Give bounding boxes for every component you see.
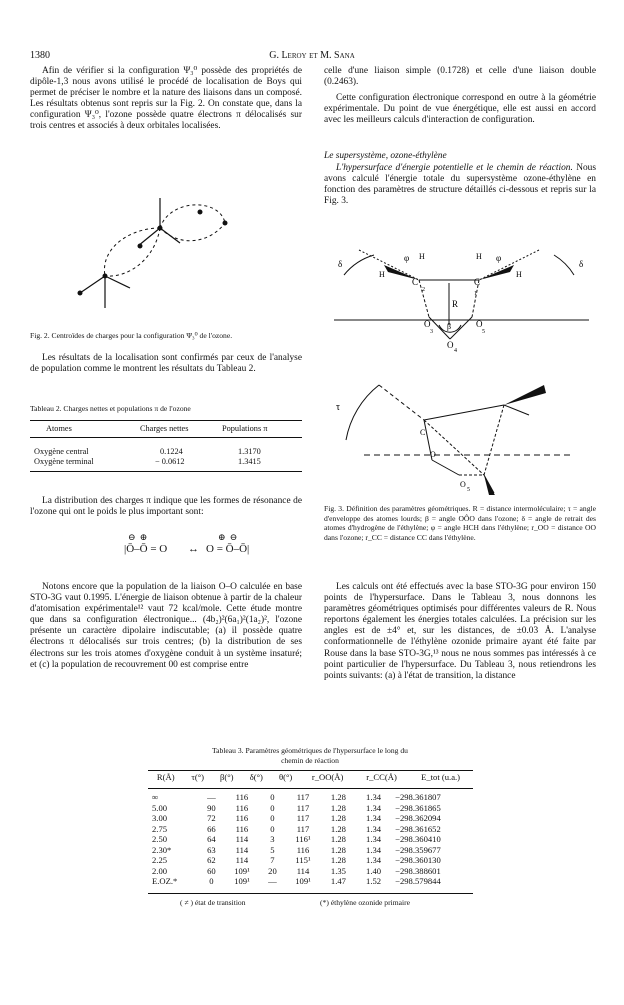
table-3-cell: 1.28 [330,844,346,855]
fig3-label-h: H [516,270,522,279]
table-3-cell: 1.34 [366,813,382,823]
table-3-cell: −298.361807 [395,792,441,802]
table-3-cell: −298.579844 [395,876,441,886]
fig3-label-o: O [476,319,483,329]
table-3-row [148,855,473,866]
table-3-cell: 114 [235,844,249,855]
running-header: G. Leroy et M. Sana [269,50,355,61]
delta-arc [554,255,574,275]
dashed-line [379,385,424,420]
table-3-cell: −298.361865 [395,802,441,813]
table-3-header: R(Å) [156,772,175,782]
resonance-charges-left: ⊖ ⊕ [128,532,149,542]
table-3-cell: 0 [270,823,275,834]
table-3-cell: 116 [235,813,249,823]
dashed-line [359,250,419,280]
resonance-form-2: O = Ō–Ō| [206,543,250,555]
centroid-dot [223,221,228,226]
left-paragraph-1: Afin de vérifier si la configuration Ψ₃⁰ possède des propriétés de dipôle-1,3 nous avons utilisé le procédé de localisation de Boys qui permet de préciser le nombre et la nature des liaisons dans un composé. Les résultats obtenus sont repris sur la Fig. 2. On constate que, dans la configuration Ψ₃⁰, l'ozone possède quatre électrons π délocalisés sur trois centres et associés à deux orbitales localisées. [30,66,302,132]
fig3-label-phi: φ [496,253,502,263]
fig3-label-phi: φ [404,253,410,263]
table-3-cell: 2.25 [152,855,168,865]
table-rule [30,437,302,438]
fig3-label-h: H [379,270,385,279]
table-3-header: θ(°) [279,772,293,782]
table-3-cell: 1.34 [366,802,382,813]
table-3-cell: 117 [296,792,310,802]
table-3-cell: 62 [207,855,216,865]
table-2-header: Populations π [222,424,268,433]
table-3-row [148,813,473,824]
table-3-cell: 1.52 [366,876,382,886]
table-3-cell: 0 [270,813,275,823]
left-paragraph-3: La distribution des charges π indique que les formes de résonance de l'ozone qui ont le poids le plus important sont: [30,496,302,518]
table-cell: Oxygène terminal [34,457,94,466]
table-3-cell: 0 [270,802,275,813]
table-3-cell: 64 [207,834,216,844]
table-3-cell: 0 [209,876,214,886]
table-3-cell: 117 [296,823,310,834]
table-3-header: β(°) [220,772,234,782]
table-3-cell: E.OZ.* [152,876,178,886]
table-3-cell: 0 [270,792,275,802]
centroid-dot [78,291,83,296]
right-paragraph-2: Cette configuration électronique correspond en outre à la géométrie expérimentale. Du point de vue énergétique, elle est aussi en accord avec les meilleurs calculs d'interaction de configuration. [324,93,596,126]
table-3-cell: — [207,792,216,802]
table-3-cell: 1.28 [330,802,346,813]
table-3-row [148,824,473,835]
resonance-form-1: |Ō–Ō = O [124,543,168,555]
right-paragraph-3-text: Nous avons calculé l'énergie totale du supersystème ozone-éthylène en fonction des paramètres de structure détaillés ci-dessous et repris sur la Fig. 3. [324,163,596,207]
table-cell: 1.3415 [238,457,261,466]
fig3-label-o: O [424,319,431,329]
table-3-cell: −298.388601 [395,865,441,876]
table-3-row [148,834,473,845]
fig3-label-o: O [460,480,466,489]
table-3-cell: 109¹ [234,876,250,886]
table-3-title-line-1: Tableau 3. Paramètres géométriques de l'hypersurface le long du [212,746,408,755]
table-3-cell: 114 [296,865,310,876]
subheading-italic: L'hypersurface d'énergie potentielle et le chemin de réaction. [336,163,573,173]
centroid-dot [138,244,143,249]
table-cell: 0.1224 [160,447,183,456]
ring-bond [424,420,484,475]
resonance-charges-right: ⊕ ⊖ [218,532,239,542]
table-3-footnote-2: (*) éthylène ozonide primaire [320,898,411,907]
table-3-header: r_CC(Å) [366,772,397,782]
dashed-orbital [160,223,225,241]
table-3-cell: 1.34 [366,823,382,834]
table-3-cell: −298.361652 [395,823,441,834]
fig3-label-c: C [420,428,426,437]
fig3-label-c: C [412,277,419,287]
left-paragraph-2: Les résultats de la localisation sont confirmés par ceux de l'analyse de population comme le montrent les résultats du Tableau 2. [30,353,302,375]
table-3-cell: 3 [270,834,275,844]
table-3-title-line-2: chemin de réaction [281,755,339,765]
table-3-cell: 115¹ [295,855,311,865]
fig3-label-n: 3 [430,329,433,335]
wedge-bond [504,385,546,405]
table-3-cell: 1.28 [330,792,346,802]
table-3-cell: 20 [268,865,277,876]
fig3-label-o: O [430,450,436,459]
figure-3-geometry [324,235,604,495]
fig3-label-n: 5 [482,329,485,335]
table-3-row [148,845,473,856]
table-3-cell: ∞ [152,792,159,802]
table-cell: Oxygène central [34,447,89,456]
dashed-orbital [160,205,225,228]
table-3-cell: 116 [296,844,310,855]
table-3-row [148,803,473,814]
table-cell: 1.3170 [238,447,261,456]
ring-bond [484,405,504,475]
resonance-arrow: ↔ [188,543,199,555]
table-rule [148,770,473,771]
table-3-header-row [148,772,473,782]
figure-3-caption: Fig. 3. Définition des paramètres géométriques. R = distance intermoléculaire; τ = angle d'enveloppe des atomes lourds; β = angle OÔO dans l'ozone; δ = angle de retrait des atomes d'hydrogène de l'éthylène; φ = angle HCH dans l'éthylène; r_OO = distance OO dans l'ozone; r_CC = distance CC dans l'éthylène. [324,504,596,542]
table-3-cell: — [268,876,277,886]
dashed-line [419,280,429,317]
fig3-label-n: 1 [474,291,477,297]
table-cell: − 0.0612 [155,457,185,466]
table-3-cell: 66 [207,823,216,834]
table-3-header: δ(°) [249,772,263,782]
table-3-cell: 109¹ [295,876,311,886]
delta-arc [344,255,374,275]
table-3-cell: 1.40 [366,865,382,876]
dashed-line [479,250,539,280]
centroid-dot [158,226,163,231]
table-3-header: E_tot (u.a.) [421,772,461,782]
table-3-cell: 117 [296,802,310,813]
table-3-header: r_OO(Å) [311,772,344,782]
table-3-cell: 60 [207,865,216,876]
table-3-cell: 1.34 [366,792,382,802]
fig3-label-delta: δ [579,259,584,269]
fig3-label-tau: τ [336,402,341,413]
table-3-cell: −298.362094 [395,813,441,823]
bond-line [80,276,105,293]
table-3-cell: 2.75 [152,823,168,834]
right-paragraph-1: celle d'une liaison simple (0.1728) et celle d'une liaison double (0.2463). [324,66,596,88]
fig3-label-beta: β [447,322,452,331]
ring-bond [432,460,459,475]
table-3-cell: 114 [235,834,249,844]
table-rule [148,788,473,789]
table-3-cell: 116¹ [295,834,311,844]
table-3-cell: 109¹ [234,865,250,876]
fig3-label-n: 5 [467,487,470,493]
table-3-cell: 116 [235,823,249,834]
fig3-label-n: 2 [422,287,425,293]
fig3-label-r: R [452,299,459,309]
table-3-cell: 2.30* [152,844,172,855]
table-rule [148,893,473,894]
table-3-row [148,876,473,887]
table-3-row [148,792,473,803]
table-3-cell: 90 [207,802,216,813]
fig3-label-delta: δ [338,259,343,269]
table-3-cell: 63 [207,844,216,855]
table-3-cell: 5.00 [152,802,168,813]
table-2-header: Charges nettes [140,424,189,433]
wedge-bond [479,265,514,280]
table-3-cell: 2.00 [152,865,168,876]
table-3-cell: 1.34 [366,844,382,855]
right-paragraph-4: Les calculs ont été effectués avec la base STO-3G pour environ 150 points de l'hypersurface. Dans le Tableau 3, nous donnons les paramètres géométriques optimisés pour différentes valeurs de R. Nous reportons également les énergies totales calculées. La précision sur les angles est de ±4° et, sur les distances, de ±0.03 Å. L'analyse conformationnelle de l'éthylène ozonide primaire ayant été faite par Rouse dans la base STO-3G,¹³ nous ne nous sommes pas intéressés à ce point particulier de l'hypersurface. Du Tableau 3, nous retiendrons les points suivants: (a) à l'état de transition, la distance [324,582,596,681]
table-3-cell: 3.00 [152,813,168,823]
table-3-cell: 117 [296,813,310,823]
table-3-cell: 1.28 [330,813,346,823]
table-3-cell: 116 [235,792,249,802]
tau-arc [346,385,379,440]
fig3-label-c: C [474,277,481,287]
right-paragraph-3 [324,163,596,207]
centroid-dot [103,274,108,279]
fig3-label-h: H [476,252,482,261]
table-3-cell: 1.34 [366,834,382,844]
ring-bond [424,405,504,420]
table-2-title: Tableau 2. Charges nettes et populations π de l'ozone [30,404,191,413]
table-3 [148,772,473,782]
figure-2-centroids [60,188,230,318]
left-paragraph-4: Notons encore que la population de la liaison O–O calculée en base STO-3G vaut 0.1995. L'énergie de liaison obtenue à partir de la chaleur d'atomisation expérimentale¹² vaut 72 kcal/mole. Cette étude montre que dans sa configuration électronique... (4b₂)²(6a₁)²(1a₂)², l'ozone présente un caractère dipolaire indiscutable; (a) il possède quatre électrons π délocalisés sur trois centres; (b) la distribution de ses électrons sur les trois atomes d'oxygène conduit à un système insaturé; et (c) la population de recouvrement 00 est comprise entre [30,582,302,670]
table-3-cell: 1.34 [366,855,382,865]
table-3-footnote-1: ( ≠ ) état de transition [180,898,246,907]
section-heading: Le supersystème, ozone-éthylène [324,151,447,161]
table-3-cell: 1.47 [330,876,346,886]
table-3-cell: 1.28 [330,834,346,844]
table-3-body [148,792,473,887]
table-rule [30,471,302,472]
centroid-dot [198,210,203,215]
fig3-label-n: 4 [454,348,457,354]
table-3-cell: 5 [270,844,275,855]
table-3-title [150,746,470,765]
bond-line [105,276,130,288]
table-3-cell: 1.28 [330,855,346,865]
table-3-cell: 116 [235,802,249,813]
table-3-cell: 72 [207,813,216,823]
page-number: 1380 [30,50,50,61]
table-3-header: τ(°) [191,772,204,782]
table-3-cell: −298.359677 [395,844,441,855]
table-3-cell: 1.35 [330,865,346,876]
table-3-cell: 114 [235,855,249,865]
table-2-header: Atomes [46,424,72,433]
fig3-label-o: O [447,340,454,350]
table-3-cell: 7 [270,855,275,865]
table-3-cell: 1.28 [330,823,346,834]
figure-2-caption: Fig. 2. Centroïdes de charges pour la configuration Ψ₃⁰ de l'ozone. [30,331,233,340]
table-3-cell: 2.50 [152,834,168,844]
table-3-row [148,866,473,877]
bond-line [504,405,529,415]
table-rule [30,420,302,421]
table-3-cell: −298.360130 [395,855,441,865]
table-3-cell: −298.360410 [395,834,441,844]
fig3-label-h: H [419,252,425,261]
